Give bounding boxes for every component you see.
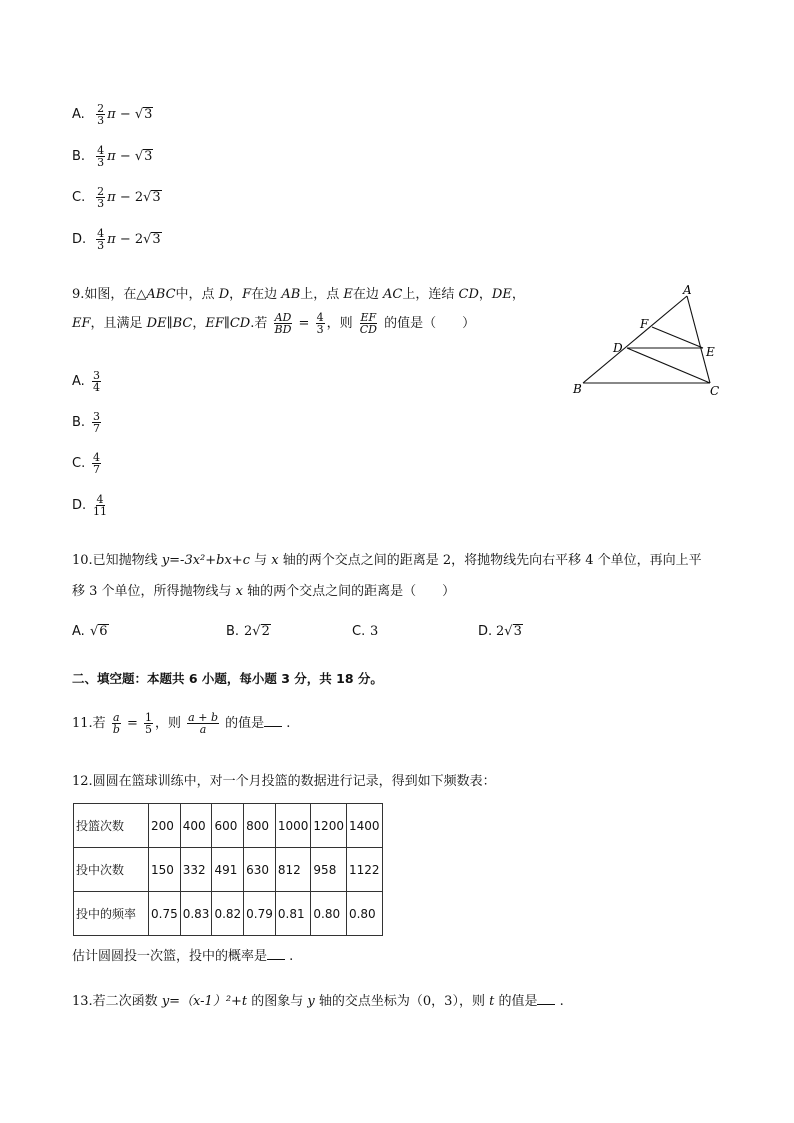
q10-stem-line2: 移 3 个单位，所得抛物线与 x 轴的两个交点之间的距离是（ ） <box>72 584 456 599</box>
row-label: 投篮次数 <box>74 804 149 848</box>
label-b: B <box>573 382 582 396</box>
table-cell: 0.75 <box>149 892 181 936</box>
segment-ac <box>687 296 710 383</box>
q9-stem-line2: EF，且满足 DE∥BC，EF∥CD.若 $\frac{AD}{BD}$ = $\frac{4}{3}$ ，则 $\frac{EF}{CD}$ 的值是（ ） <box>72 311 476 336</box>
label-c: C <box>710 384 720 398</box>
table-cell: 0.80 <box>311 892 347 936</box>
fraction-4-3: $\frac{4}{3}$ <box>316 311 324 336</box>
fraction: $\frac{4}{7}$ <box>93 451 100 476</box>
segment-fe <box>652 327 703 348</box>
q10-stem-line1: 10.已知抛物线 y=-3x²+bx+c 与 x 轴的两个交点之间的距离是 2，将抛物线先向右平移 4 个单位，再向上平 <box>72 553 702 568</box>
table-cell: 0.81 <box>275 892 311 936</box>
table-cell: 400 <box>180 804 212 848</box>
answer-blank[interactable] <box>264 714 282 727</box>
q8-option-a: A. $\frac{2}{3}$ π − √3 <box>72 102 153 127</box>
segment-ab <box>583 296 687 383</box>
section-heading: 二、填空题：本题共 6 小题，每小题 3 分，共 18 分。 <box>72 671 383 686</box>
q10-option-b: B. 2√2 <box>226 624 270 639</box>
answer-blank[interactable] <box>537 992 555 1005</box>
fraction-a-b: $\frac{a}{b}$ <box>112 711 120 736</box>
fraction: $\frac{4}{11}$ <box>93 493 107 518</box>
fraction: $\frac{2}{3}$ <box>97 102 105 127</box>
table-cell: 0.82 <box>212 892 244 936</box>
table-cell: 0.79 <box>244 892 276 936</box>
label-a: A <box>683 283 692 297</box>
fraction-apb-a: $\frac{a + b}{a}$ <box>188 711 218 736</box>
table-cell: 958 <box>311 848 347 892</box>
table-row <box>74 848 383 892</box>
fraction: $\frac{3}{4}$ <box>93 369 100 394</box>
table-cell: 1122 <box>346 848 382 892</box>
table-cell: 1400 <box>346 804 382 848</box>
q8-option-b: B. $\frac{4}{3}$ π − √3 <box>72 144 153 169</box>
row-label: 投中的频率 <box>74 892 149 936</box>
q9-option-d: D. $\frac{4}{11}$ <box>72 493 107 518</box>
label-d: D <box>613 341 623 355</box>
q9-option-a: A. $\frac{3}{4}$ <box>72 369 100 394</box>
table-cell: 200 <box>149 804 181 848</box>
q9-stem-line1: 9.如图，在△ABC中，点 D，F在边 AB上，点 E在边 AC上，连结 CD，DE， <box>72 287 525 302</box>
fraction-ad-bd: $\frac{AD}{BD}$ <box>274 311 292 336</box>
row-label: 投中次数 <box>74 848 149 892</box>
q8-option-c: C. $\frac{2}{3}$ π − 2√3 <box>72 185 161 210</box>
table-row <box>74 804 383 848</box>
frequency-table <box>73 803 383 936</box>
table-cell: 491 <box>212 848 244 892</box>
table-cell: 0.80 <box>346 892 382 936</box>
fraction-1-5: $\frac{1}{5}$ <box>145 711 153 736</box>
label-f: F <box>640 317 649 331</box>
table-cell: 812 <box>275 848 311 892</box>
table-cell: 600 <box>212 804 244 848</box>
table-cell: 332 <box>180 848 212 892</box>
answer-blank[interactable] <box>267 947 285 960</box>
label-e: E <box>706 345 715 359</box>
fraction: $\frac{4}{3}$ <box>97 144 105 169</box>
fraction-ef-cd: $\frac{EF}{CD}$ <box>359 311 377 336</box>
q10-option-d: D. 2√3 <box>478 624 522 639</box>
table-cell: 1000 <box>275 804 311 848</box>
q10-option-c: C. 3 <box>352 624 379 639</box>
table-row <box>74 892 383 936</box>
q13-stem: 13.若二次函数 y=（x-1）²+t 的图象与 y 轴的交点坐标为（0，3），则 t 的值是 . <box>72 994 564 1009</box>
table-cell: 1200 <box>311 804 347 848</box>
triangle-figure <box>570 282 730 402</box>
q9-option-b: B. $\frac{3}{7}$ <box>72 410 100 435</box>
q11-stem: 11.若 $\frac{a}{b}$ = $\frac{1}{5}$ ，则 $\frac{a + b}{a}$ 的值是 . <box>72 711 291 736</box>
q9-option-c: C. $\frac{4}{7}$ <box>72 451 100 476</box>
table-cell: 800 <box>244 804 276 848</box>
q8-option-d: D. $\frac{4}{3}$ π − 2√3 <box>72 227 161 252</box>
q12-estimate: 估计圆圆投一次篮，投中的概率是 . <box>72 949 294 964</box>
segment-cd <box>627 348 710 383</box>
q10-option-a: A. √6 <box>72 624 108 639</box>
table-cell: 0.83 <box>180 892 212 936</box>
q12-intro: 12.圆圆在篮球训练中，对一个月投篮的数据进行记录，得到如下频数表： <box>72 774 496 789</box>
fraction: $\frac{3}{7}$ <box>93 410 100 435</box>
table-cell: 630 <box>244 848 276 892</box>
fraction: $\frac{2}{3}$ <box>97 185 105 210</box>
table-cell: 150 <box>149 848 181 892</box>
fraction: $\frac{4}{3}$ <box>97 227 105 252</box>
